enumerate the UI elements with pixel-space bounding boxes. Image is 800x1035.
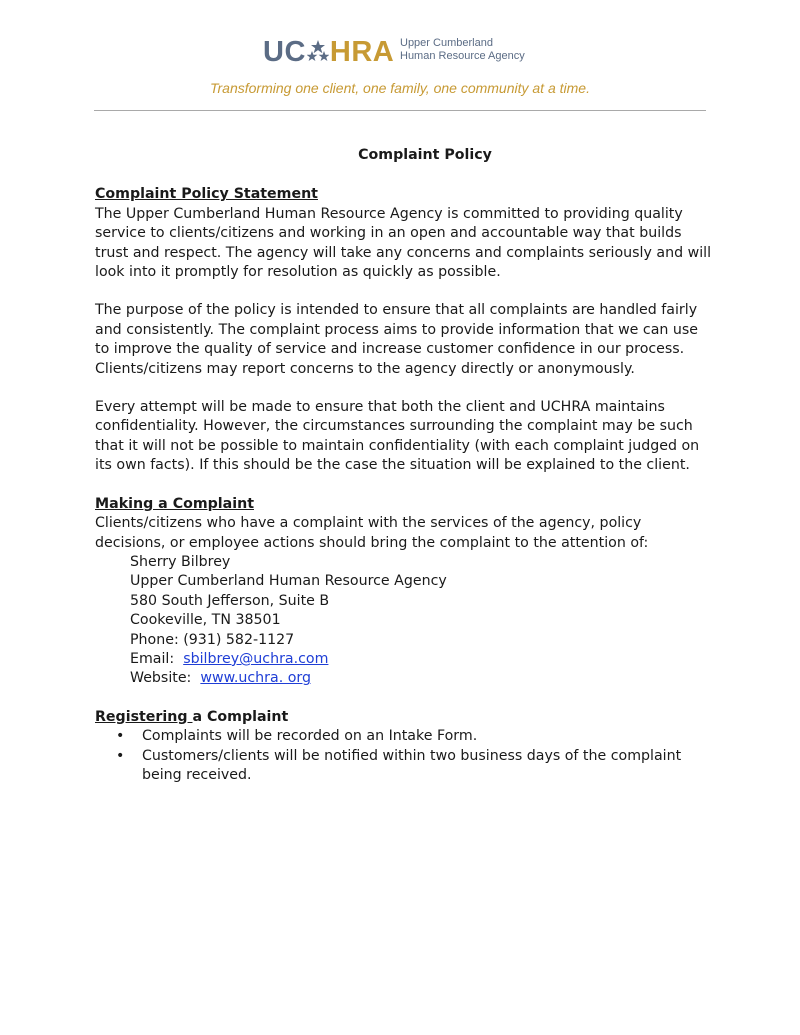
letterhead <box>0 34 800 70</box>
registering-heading-rest: a Complaint <box>192 708 289 725</box>
contact-block <box>130 553 715 689</box>
contact-organization: Upper Cumberland Human Resource Agency <box>130 573 447 590</box>
contact-name: Sherry Bilbrey <box>130 553 231 570</box>
contact-phone: Phone: (931) 582-1127 <box>130 631 295 648</box>
list-item: • Complaints will be recorded on an Intake Form. <box>95 727 715 746</box>
document-title: Complaint Policy <box>358 147 492 163</box>
document-body <box>95 146 715 785</box>
email-link[interactable]: sbilbrey@uchra.com <box>183 650 329 667</box>
tagline: Transforming one client, one family, one community at a time. <box>210 80 590 96</box>
statement-paragraph-2: The purpose of the policy is intended to ensure that all complaints are handled fairly and consistently. The complaint process aims to provide information that we can use to improve the quality of service and increase customer confidence in our process. Clients/citizens may report concerns to the agency directly or anonymously. <box>95 302 699 377</box>
uchra-logo <box>263 34 394 70</box>
making-complaint-intro: Clients/citizens who have a complaint with the services of the agency, policy decisions, or employee actions should bring the complaint to the attention of: <box>95 515 649 551</box>
header-divider <box>94 110 706 111</box>
contact-city: Cookeville, TN 38501 <box>130 612 281 629</box>
agency-name-line-2: Human Resource Agency <box>400 50 525 62</box>
tennessee-stars-icon <box>307 39 329 65</box>
agency-name <box>400 37 525 63</box>
email-label: Email: <box>130 650 175 667</box>
website-link[interactable]: www.uchra. org <box>200 670 311 687</box>
logo-uc-text: UC <box>263 35 306 68</box>
making-complaint-heading: Making a Complaint <box>95 495 254 512</box>
statement-heading: Complaint Policy Statement <box>95 186 318 203</box>
statement-paragraph-3: Every attempt will be made to ensure that both the client and UCHRA maintains confidentiality. However, the circumstances surrounding the complaint may be such that it will not be possible to maintain confidentiality (with each complaint judged on its own facts). If this should be the case the situation will be explained to the client. <box>95 399 700 474</box>
website-label: Website: <box>130 670 192 687</box>
contact-street: 580 South Jefferson, Suite B <box>130 592 330 609</box>
registering-complaint-heading <box>95 708 715 727</box>
statement-paragraph-1: The Upper Cumberland Human Resource Agency is committed to providing quality service to clients/citizens and working in an open and accountable way that builds trust and respect. The agency will take any concerns and complaints seriously and will look into it promptly for resolution as quickly as possible. <box>95 205 712 281</box>
registering-list <box>95 727 715 785</box>
logo-hra-text: HRA <box>329 35 395 68</box>
registering-heading-underlined: Registering <box>95 708 193 725</box>
agency-name-line-1: Upper Cumberland <box>400 37 493 49</box>
contact-email-row <box>130 650 715 669</box>
contact-website-row <box>130 669 715 688</box>
list-item: • Customers/clients will be notified within two business days of the complaint being received. <box>95 747 715 786</box>
